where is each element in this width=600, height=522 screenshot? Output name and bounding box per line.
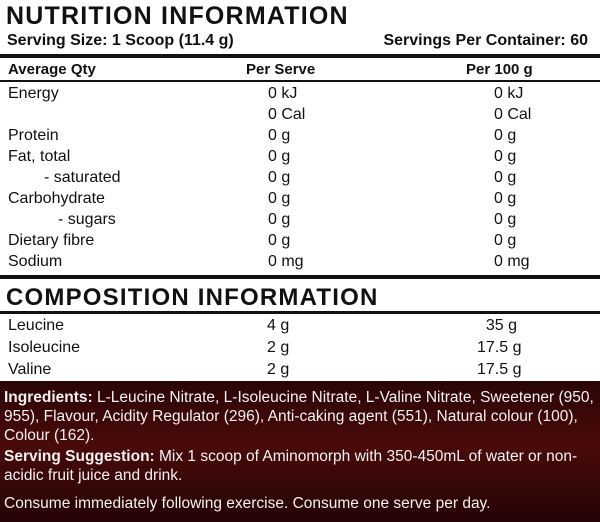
nutrition-row xyxy=(0,85,600,106)
footer-panel xyxy=(0,381,600,522)
per-100g-value: 0 g xyxy=(494,169,517,186)
per-serve-value: 0 g xyxy=(268,148,291,165)
nutrient-name: - sugars xyxy=(58,211,116,228)
nutrition-row xyxy=(0,253,600,274)
nutrient-name: Sodium xyxy=(8,253,63,270)
nutrition-row xyxy=(0,232,600,253)
header-average-qty: Average Qty xyxy=(8,61,96,78)
per-100g-value: 0 mg xyxy=(494,253,530,270)
servings-per-container: Servings Per Container: 60 xyxy=(383,32,588,49)
per-serve-value: 0 g xyxy=(268,127,291,144)
nutrient-name: Fat, total xyxy=(8,148,71,165)
nutrient-name: - saturated xyxy=(44,169,121,186)
per-serve-value: 4 g xyxy=(267,317,290,334)
nutrient-name: Protein xyxy=(8,127,59,144)
per-100g-value: 0 g xyxy=(494,190,517,207)
header-rule xyxy=(0,80,600,82)
per-serve-value: 0 kJ xyxy=(268,85,298,102)
rule-composition-top xyxy=(0,275,600,279)
amino-acid-name: Leucine xyxy=(8,317,65,334)
nutrient-name: Carbohydrate xyxy=(8,190,105,207)
amino-acid-name: Valine xyxy=(8,361,52,378)
serving-size: Serving Size: 1 Scoop (11.4 g) xyxy=(7,32,234,49)
nutrient-name: Energy xyxy=(8,85,59,102)
per-serve-value: 0 Cal xyxy=(268,106,306,123)
per-serve-value: 0 mg xyxy=(268,253,304,270)
per-100g-value: 17.5 g xyxy=(477,361,522,378)
ingredients-label: Ingredients: xyxy=(4,389,93,406)
nutrition-row xyxy=(0,148,600,169)
per-100g-value: 0 g xyxy=(494,211,517,228)
per-serve-value: 2 g xyxy=(267,361,290,378)
per-100g-value: 0 g xyxy=(494,232,517,249)
rule-top xyxy=(0,54,600,58)
nutrition-row xyxy=(0,211,600,232)
per-100g-value: 0 g xyxy=(494,148,517,165)
per-serve-value: 0 g xyxy=(268,232,291,249)
header-per-serve: Per Serve xyxy=(246,61,316,78)
per-100g-value: 0 kJ xyxy=(494,85,524,102)
composition-row xyxy=(0,317,600,337)
nutrient-name: Dietary fibre xyxy=(8,232,95,249)
per-serve-value: 0 g xyxy=(268,190,291,207)
per-100g-value: 0 Cal xyxy=(494,106,532,123)
header-per-100g: Per 100 g xyxy=(466,61,533,78)
nutrition-row xyxy=(0,127,600,148)
per-100g-value: 0 g xyxy=(494,127,517,144)
nutrition-row xyxy=(0,169,600,190)
per-100g-value: 17.5 g xyxy=(477,339,522,356)
nutrition-row xyxy=(0,106,600,127)
amino-acid-name: Isoleucine xyxy=(8,339,81,356)
ingredients-text: L-Leucine Nitrate, L-Isoleucine Nitrate, L-Valine Nitrate, Sweetener (950, 955), Flavour, Acidity Regulator (296), Anti-caking agent (551), Natural colour (100), Colour (162). xyxy=(4,389,594,444)
per-serve-value: 2 g xyxy=(267,339,290,356)
per-100g-value: 35 g xyxy=(485,317,517,334)
per-serve-value: 0 g xyxy=(268,169,291,186)
composition-row xyxy=(0,361,600,381)
per-serve-value: 0 g xyxy=(268,211,291,228)
serving-suggestion-paragraph xyxy=(4,447,596,485)
consume-note: Consume immediately following exercise. Consume one serve per day. xyxy=(4,495,491,512)
composition-row xyxy=(0,339,600,359)
serving-suggestion-text: Mix 1 scoop of Aminomorph with 350-450mL of water or non-acidic fruit juice and drink. xyxy=(4,448,578,484)
composition-title: COMPOSITION INFORMATION xyxy=(6,284,379,311)
serving-suggestion-label: Serving Suggestion: xyxy=(4,448,155,465)
ingredients-paragraph xyxy=(4,388,596,445)
rule-composition-bottom xyxy=(0,311,600,314)
nutrition-title: NUTRITION INFORMATION xyxy=(6,2,349,30)
nutrition-row xyxy=(0,190,600,211)
